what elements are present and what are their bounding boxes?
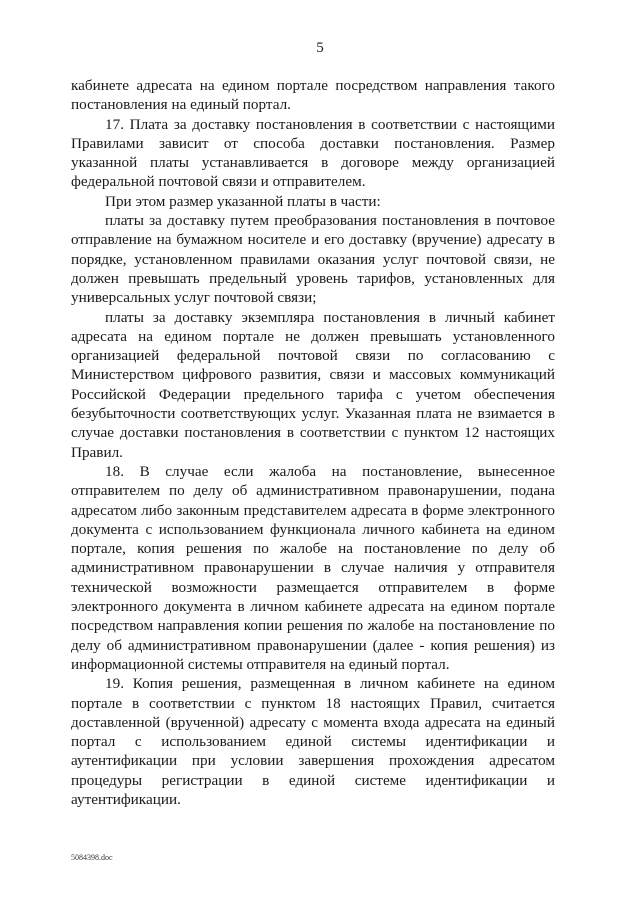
paragraph-fee-electronic: платы за доставку экземпляра постановления в личный кабинет адресата на едином портале не должен превышать установленного организацией федеральной почтовой связи по согласованию с Министерством цифрового развития, связи и массовых коммуникаций Российской Федерации предельного тарифа с учетом обеспечения безубыточности соответствующих услуг. Указанная плата не взимается в случае доставки постановления в соответствии с пунктом 12 настоящих Правил. xyxy=(71,308,555,461)
paragraph-item-19: 19. Копия решения, размещенная в личном кабинете на едином портале в соответствии с пунктом 18 настоящих Правил, считается доставленной (врученной) адресату с момента входа адресата на единый портал с использованием единой системы идентификации и аутентификации при условии завершения прохождения адресатом процедуры регистрации в единой системе идентификации и аутентификации. xyxy=(71,675,555,808)
paragraph-fee-paper: платы за доставку путем преобразования постановления в почтовое отправление на бумажном носителе и его доставку (вручение) адресату в порядке, установленном правилами оказания услуг почтовой связи, не должен превышать предельный уровень тарифов, установленных для универсальных услуг почтовой связи; xyxy=(71,212,555,307)
document-body xyxy=(71,76,555,809)
paragraph-fee-intro: При этом размер указанной платы в части: xyxy=(105,192,381,210)
page-number: 5 xyxy=(316,40,324,56)
paragraph-item-18: 18. В случае если жалоба на постановление, вынесенное отправителем по делу об административном правонарушении, подана адресатом либо законным представителем адресата в форме электронного документа с использованием функционала личного кабинета на едином портале, копия решения по жалобе на постановление по делу об административном правонарушении в случае наличия у отправителя технической возможности размещается отправителем в форме электронного документа в личном кабинете адресата на едином портале посредством направления копии решения по жалобе на постановление по делу об административном правонарушении (далее - копия решения) из информационной системы отправителя на единый портал. xyxy=(71,462,555,673)
paragraph-item-17: 17. Плата за доставку постановления в соответствии с настоящими Правилами зависит от способа доставки постановления. Размер указанной платы устанавливается в договоре между организацией федеральной почтовой связи и отправителем. xyxy=(71,115,555,191)
document-code: 5084398.doc xyxy=(71,853,113,862)
paragraph-continuation: кабинете адресата на едином портале посредством направления такого постановления на единый портал. xyxy=(71,77,555,114)
